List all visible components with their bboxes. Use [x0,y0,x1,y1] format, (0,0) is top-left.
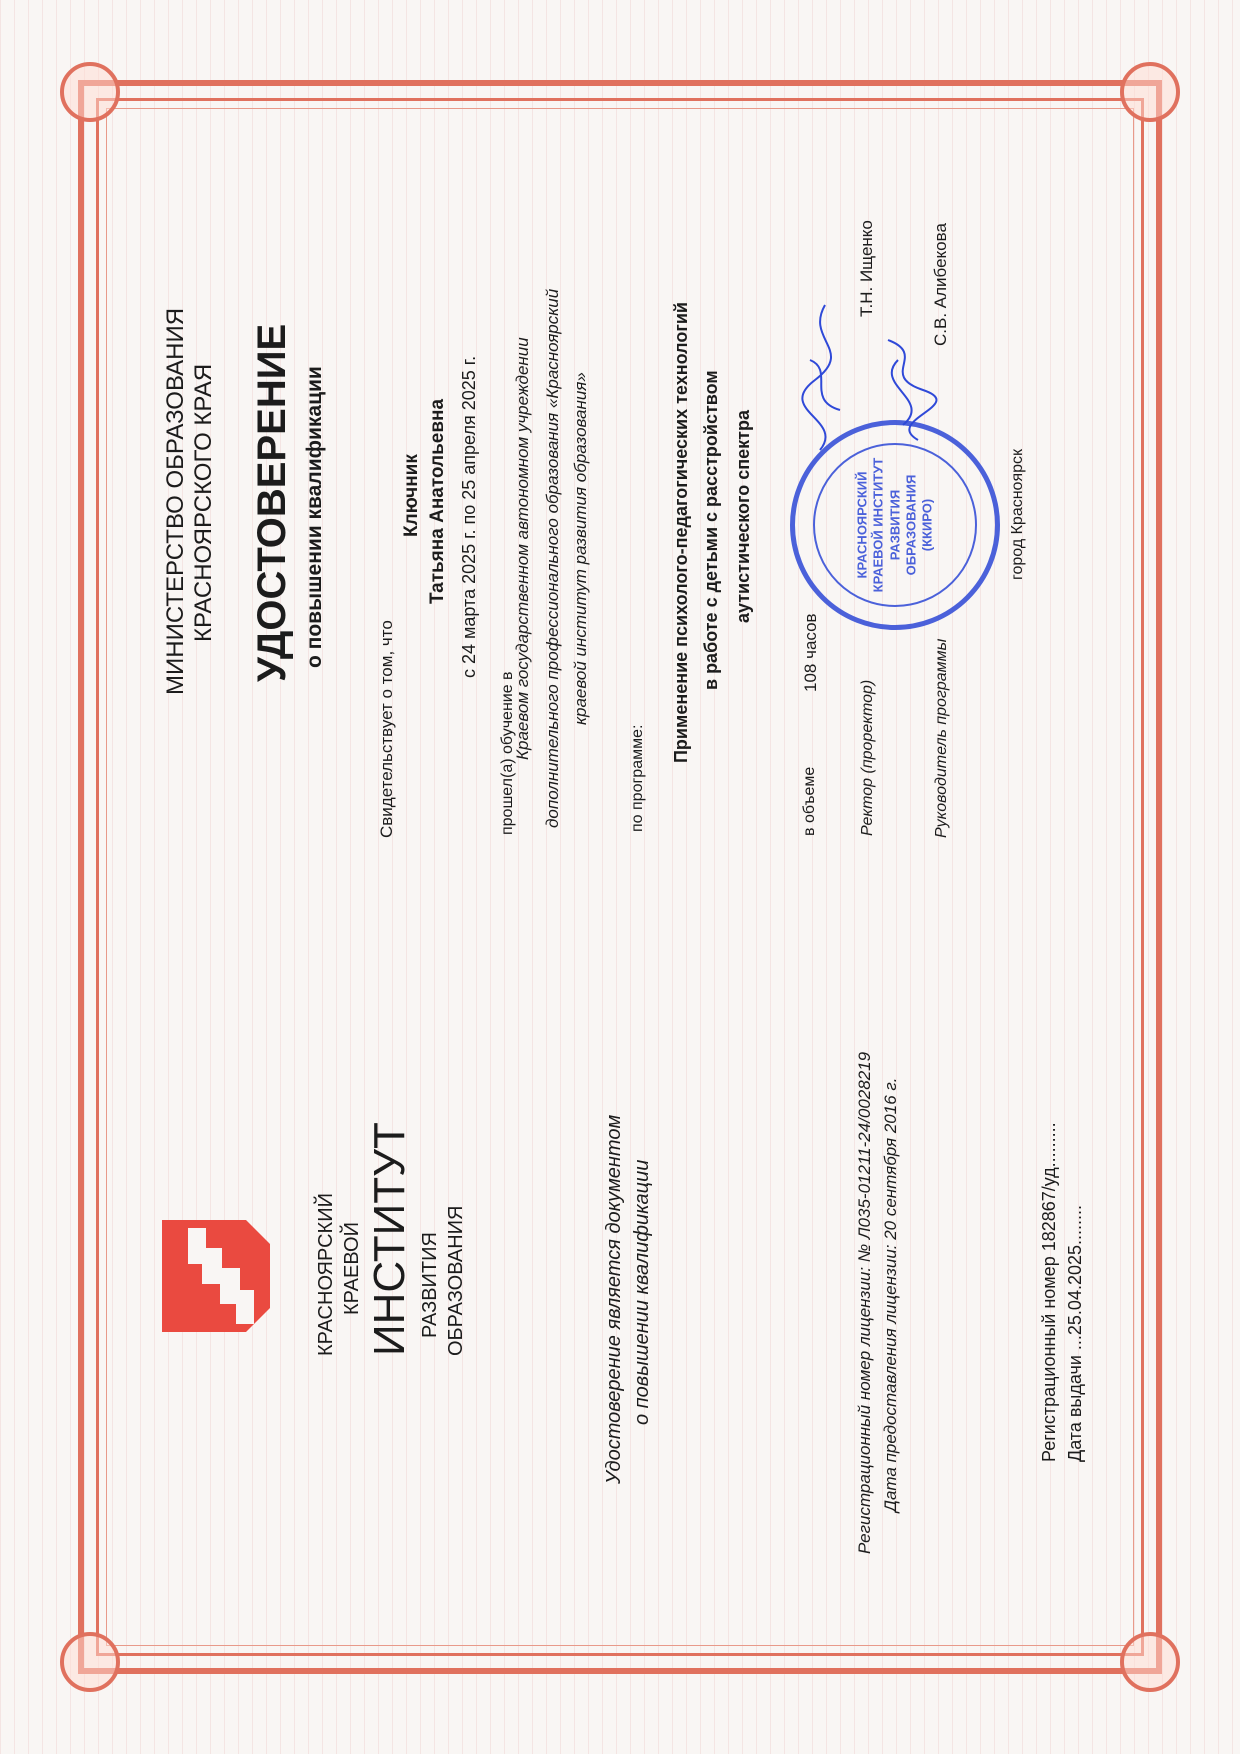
institution-seal [790,420,1000,630]
program-head-name: С.В. Алибекова [931,223,950,346]
logo-line1: КРАСНОЯРСКИЙ [315,1193,337,1356]
ministry-line1: МИНИСТЕРСТВО ОБРАЗОВАНИЯ [162,307,189,695]
institution-line2: дополнительного профессионального образования «Красноярский [543,288,562,828]
corner-ornament-top-left [60,62,120,122]
institution-line1: Краевом государственном автономном учреждении [513,337,532,760]
logo-line2: КРАЕВОЙ [341,1222,363,1315]
corner-ornament-bottom-right [1120,1632,1180,1692]
license-date: Дата предоставления лицензии: 20 сентября 2016 г. [881,1077,900,1512]
rector-label: Ректор (проректор) [859,679,876,836]
city: город Красноярск [1009,448,1026,580]
seal-line2: КРАЕВОЙ ИНСТИТУТ [870,457,886,593]
institute-logo-icon [162,1220,270,1332]
document-note-line1: Удостоверение является документом [603,1114,625,1484]
volume-label: в объеме [801,766,818,836]
program-line1: Применение психолого-педагогических технологий [671,302,691,763]
program-line2: в работе с детьми с расстройством [701,370,721,690]
seal-line1: КРАСНОЯРСКИЙ [854,471,870,579]
volume-value: 108 часов [801,613,820,692]
trained-label: прошел(а) обучение в [499,671,516,835]
logo-line5: ОБРАЗОВАНИЯ [445,1205,467,1356]
program-label: по программе: [629,724,646,832]
corner-ornament-top-right [1120,62,1180,122]
rector-name: Т.Н. Ищенко [857,220,876,317]
certificate-subtitle: о повышении квалификации [303,366,326,668]
recipient-surname: Ключник [401,454,422,537]
recipient-given-names: Татьяна Анатольевна [427,398,448,604]
certifies-label: Свидетельствует о том, что [377,620,396,838]
seal-line3: РАЗВИТИЯ [886,489,902,561]
registration-number: Регистрационный номер 182867/уд......... [1039,1122,1059,1462]
program-line3: аутистического спектра [733,410,753,623]
issue-date: Дата выдачи ...25.04.2025........ [1065,1204,1085,1462]
document-note-line2: о повышении квалификации [631,1159,653,1425]
program-head-label: Руководитель программы [933,638,950,838]
logo-line4: РАЗВИТИЯ [419,1232,441,1338]
seal-line4: ОБРАЗОВАНИЯ [903,474,919,576]
training-period: с 24 марта 2025 г. по 25 апреля 2025 г. [459,355,479,678]
seal-line5: (ККИРО) [919,498,935,552]
ministry-line2: КРАСНОЯРСКОГО КРАЯ [190,363,217,642]
certificate-title: УДОСТОВЕРЕНИЕ [250,323,294,682]
corner-ornament-bottom-left [60,1632,120,1692]
license-number: Регистрационный номер лицензии: № Л035-01211-24/0028219 [855,1051,874,1554]
institution-line3: краевой институт развития образования» [571,372,590,725]
logo-line3: ИНСТИТУТ [365,1122,414,1356]
